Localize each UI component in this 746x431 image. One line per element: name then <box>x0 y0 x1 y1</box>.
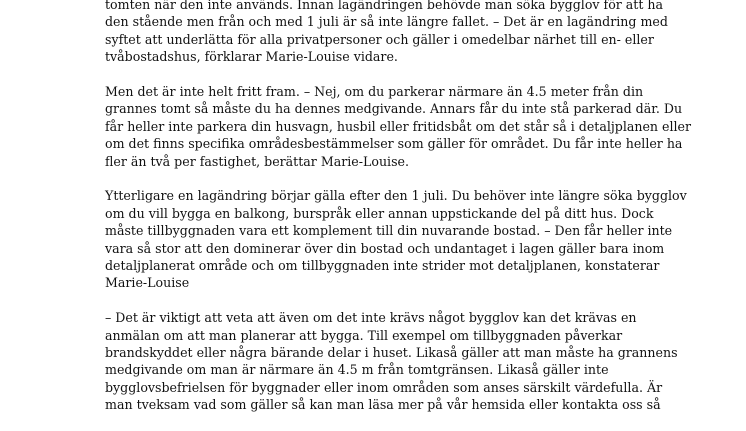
document-page <box>105 0 692 431</box>
paragraph-3 <box>105 187 687 291</box>
text-line: bygglovsbefrielsen för byggnader eller inom områden som anses särskilt värdefulla. Är <box>105 379 663 395</box>
text-line: brandskyddet eller några bärande delar i huset. Likaså gäller att man måste ha grannens <box>105 345 678 361</box>
text-line: Marie-Louise <box>105 275 190 291</box>
text-line: grannes tomt så måste du ha dennes medgivande. Annars får du inte stå parkerad där. Du <box>105 101 683 117</box>
text-line: anmälan om att man planerar att bygga. Till exempel om tillbyggnaden påverkar <box>105 327 623 343</box>
text-line: – Det är viktigt att veta att även om det inte krävs något bygglov kan det krävas en <box>105 310 637 326</box>
paragraph-4 <box>105 309 678 413</box>
text-line: den stående men från och med 1 juli är så inte längre fallet. – Det är en lagändring med <box>105 14 668 30</box>
text-line: Men det är inte helt fritt fram. – Nej, om du parkerar närmare än 4.5 meter från din <box>105 84 644 100</box>
text-line: syftet att underlätta för alla privatpersoner och gäller i omedelbar närhet till en- eller <box>105 31 654 47</box>
text-line: vara så stor att den dominerar över din bostad och undantaget i lagen gäller bara inom <box>105 240 665 256</box>
paragraph-1 <box>105 0 668 66</box>
text-line: tomten när den inte används. Innan lagändringen behövde man söka bygglov för att ha <box>105 0 664 12</box>
text-line: tvåbostadshus, förklarar Marie-Louise vidare. <box>105 49 398 65</box>
paragraph-2 <box>105 83 692 170</box>
text-line: får heller inte parkera din husvagn, husbil eller fritidsbåt om det står så i detaljplanen eller <box>105 118 692 134</box>
text-line: om du vill bygga en balkong, burspråk eller annan uppstickande del på ditt hus. Dock <box>105 205 654 221</box>
text-line: man tveksam vad som gäller så kan man läsa mer på vår hemsida eller kontakta oss så <box>105 397 661 413</box>
text-line: detaljplanerat område och om tillbyggnaden inte strider mot detaljplanen, konstaterar <box>105 258 660 274</box>
text-line: måste tillbyggnaden vara ett komplement till din nuvarande bostad. – Den får heller inte <box>105 223 673 239</box>
text-line: Ytterligare en lagändring börjar gälla efter den 1 juli. Du behöver inte längre söka bygglov <box>105 188 687 204</box>
text-line: fler än två per fastighet, berättar Marie-Louise. <box>105 153 409 169</box>
text-line: medgivande om man är närmare än 4.5 m från tomtgränsen. Likaså gäller inte <box>105 362 609 378</box>
text-line: om det finns specifika områdesbestämmelser som gäller för området. Du får inte heller ha <box>105 136 683 152</box>
